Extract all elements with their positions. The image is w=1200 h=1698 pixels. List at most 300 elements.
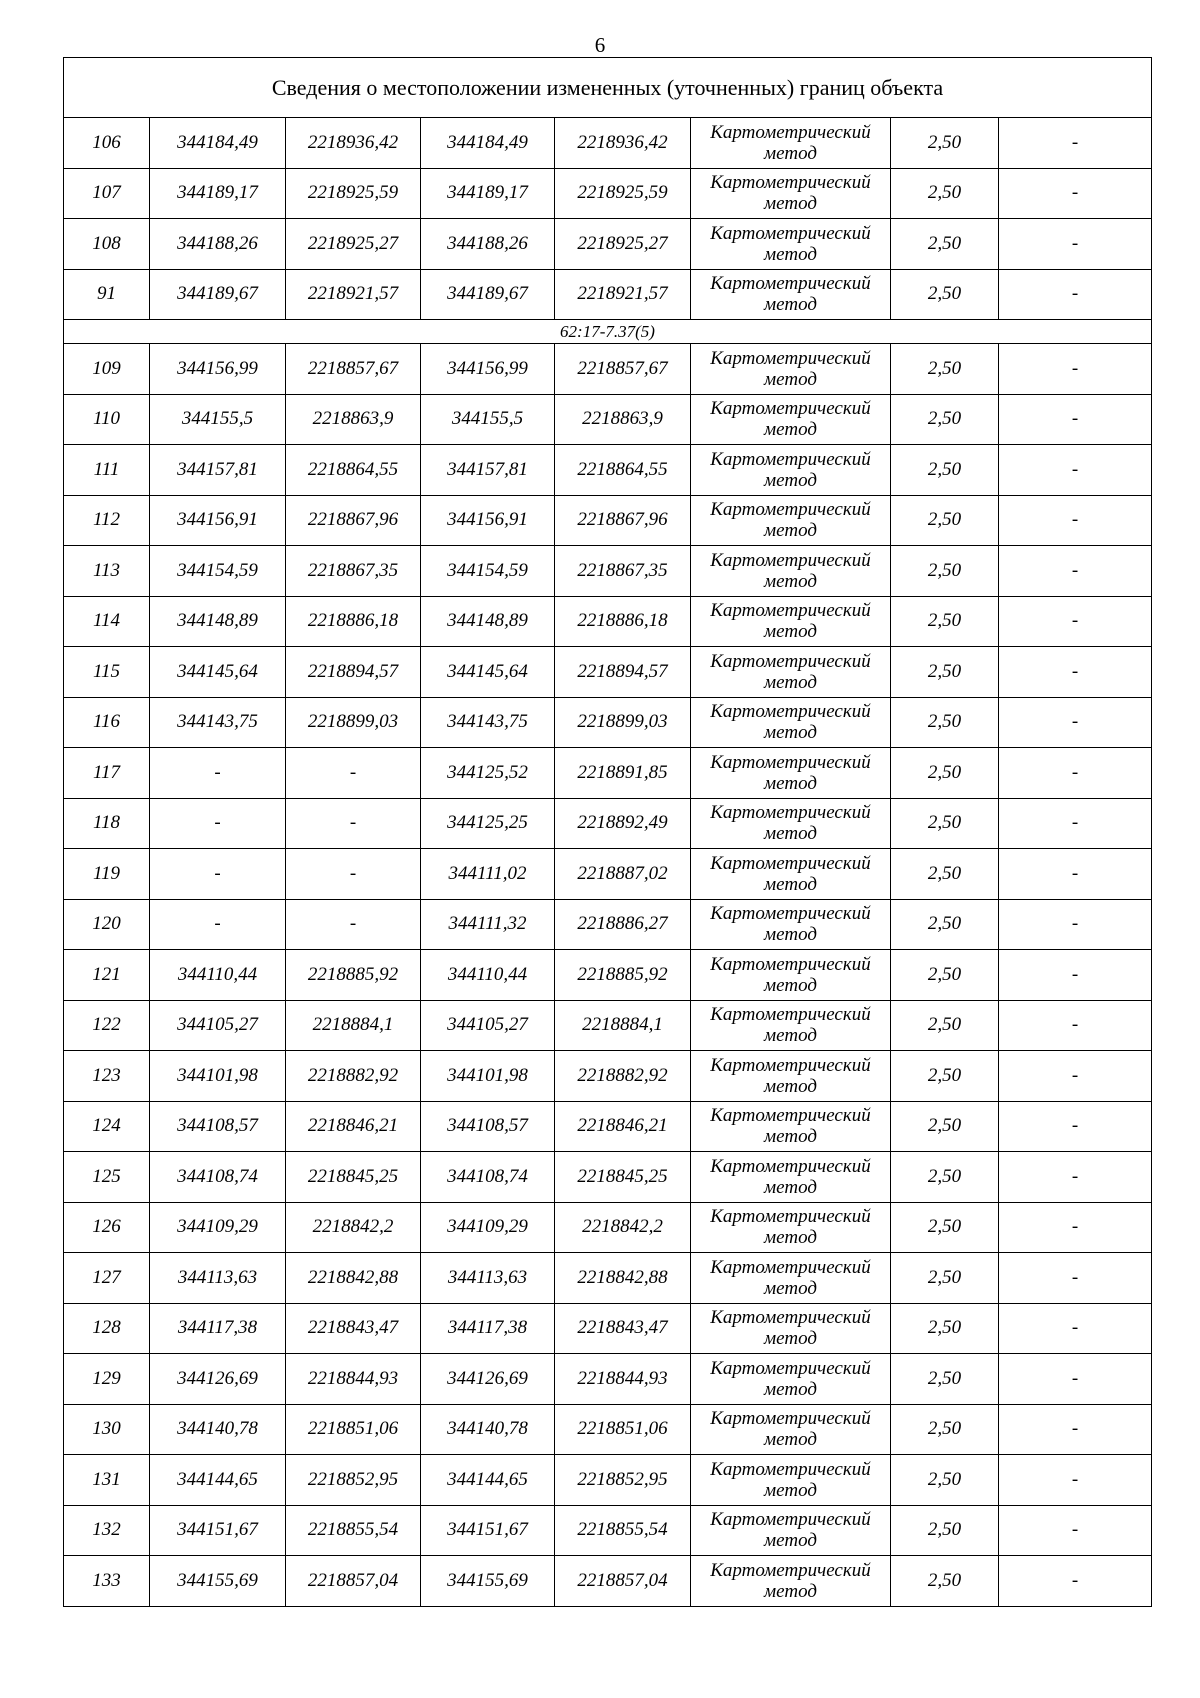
- method-cell: [691, 1556, 891, 1607]
- refined-x-cell: 344108,74: [421, 1152, 555, 1203]
- refined-y-cell: 2218857,67: [555, 344, 691, 395]
- method-cell: [691, 1051, 891, 1102]
- refined-x-cell: 344111,32: [421, 899, 555, 950]
- refined-y-cell: 2218887,02: [555, 849, 691, 900]
- method-cell: [691, 647, 891, 698]
- point-number-cell: 109: [64, 344, 150, 395]
- existing-x-cell: 344140,78: [150, 1404, 286, 1455]
- table-row: [64, 118, 1152, 169]
- refined-y-cell: 2218855,54: [555, 1505, 691, 1556]
- method-cell: [691, 1202, 891, 1253]
- refined-x-cell: 344108,57: [421, 1101, 555, 1152]
- existing-y-cell: 2218925,27: [286, 219, 421, 270]
- table-row: [64, 950, 1152, 1001]
- refined-x-cell: 344125,25: [421, 798, 555, 849]
- point-number-cell: 123: [64, 1051, 150, 1102]
- method-line2: метод: [764, 1176, 817, 1198]
- method-cell: [691, 495, 891, 546]
- refined-y-cell: 2218894,57: [555, 647, 691, 698]
- accuracy-cell: 2,50: [891, 849, 999, 900]
- accuracy-cell: 2,50: [891, 269, 999, 320]
- existing-y-cell: -: [286, 899, 421, 950]
- method-line2: метод: [764, 924, 817, 946]
- table-row: [64, 798, 1152, 849]
- refined-y-cell: 2218891,85: [555, 748, 691, 799]
- existing-y-cell: -: [286, 849, 421, 900]
- table-row: [64, 647, 1152, 698]
- description-cell: -: [999, 748, 1152, 799]
- point-number-cell: 120: [64, 899, 150, 950]
- description-cell: -: [999, 394, 1152, 445]
- refined-y-cell: 2218886,27: [555, 899, 691, 950]
- table-row: [64, 1556, 1152, 1607]
- existing-x-cell: 344154,59: [150, 546, 286, 597]
- existing-x-cell: -: [150, 748, 286, 799]
- existing-x-cell: 344126,69: [150, 1354, 286, 1405]
- point-number-cell: 111: [64, 445, 150, 496]
- refined-x-cell: 344156,99: [421, 344, 555, 395]
- method-cell: [691, 1000, 891, 1051]
- accuracy-cell: 2,50: [891, 899, 999, 950]
- refined-x-cell: 344113,63: [421, 1253, 555, 1304]
- method-cell: [691, 168, 891, 219]
- point-number-cell: 110: [64, 394, 150, 445]
- existing-x-cell: 344108,57: [150, 1101, 286, 1152]
- existing-y-cell: 2218921,57: [286, 269, 421, 320]
- refined-y-cell: 2218842,2: [555, 1202, 691, 1253]
- method-line1: Картометрический: [710, 172, 871, 194]
- method-line1: Картометрический: [710, 1559, 871, 1581]
- refined-y-cell: 2218843,47: [555, 1303, 691, 1354]
- table-row: [64, 1505, 1152, 1556]
- table-row: [64, 546, 1152, 597]
- existing-y-cell: 2218845,25: [286, 1152, 421, 1203]
- method-cell: [691, 798, 891, 849]
- description-cell: -: [999, 269, 1152, 320]
- method-cell: [691, 697, 891, 748]
- existing-y-cell: 2218936,42: [286, 118, 421, 169]
- point-number-cell: 129: [64, 1354, 150, 1405]
- method-line2: метод: [764, 142, 817, 164]
- method-line2: метод: [764, 193, 817, 215]
- accuracy-cell: 2,50: [891, 495, 999, 546]
- method-line2: метод: [764, 671, 817, 693]
- method-line1: Картометрический: [710, 953, 871, 975]
- method-line2: метод: [764, 1378, 817, 1400]
- accuracy-cell: 2,50: [891, 546, 999, 597]
- method-line1: Картометрический: [710, 1408, 871, 1430]
- table-row: [64, 1000, 1152, 1051]
- existing-x-cell: 344156,99: [150, 344, 286, 395]
- method-line2: метод: [764, 520, 817, 542]
- method-cell: [691, 1505, 891, 1556]
- method-cell: [691, 219, 891, 270]
- description-cell: -: [999, 1505, 1152, 1556]
- method-cell: [691, 1253, 891, 1304]
- refined-x-cell: 344156,91: [421, 495, 555, 546]
- existing-y-cell: 2218846,21: [286, 1101, 421, 1152]
- accuracy-cell: 2,50: [891, 950, 999, 1001]
- method-line1: Картометрический: [710, 1357, 871, 1379]
- description-cell: -: [999, 1354, 1152, 1405]
- method-line2: метод: [764, 823, 817, 845]
- description-cell: -: [999, 1556, 1152, 1607]
- refined-x-cell: 344140,78: [421, 1404, 555, 1455]
- existing-y-cell: 2218867,35: [286, 546, 421, 597]
- method-line1: Картометрический: [710, 852, 871, 874]
- refined-x-cell: 344101,98: [421, 1051, 555, 1102]
- accuracy-cell: 2,50: [891, 1202, 999, 1253]
- accuracy-cell: 2,50: [891, 697, 999, 748]
- refined-x-cell: 344110,44: [421, 950, 555, 1001]
- point-number-cell: 107: [64, 168, 150, 219]
- description-cell: -: [999, 495, 1152, 546]
- method-line2: метод: [764, 1530, 817, 1552]
- method-cell: [691, 1303, 891, 1354]
- refined-y-cell: 2218857,04: [555, 1556, 691, 1607]
- description-cell: -: [999, 445, 1152, 496]
- method-line2: метод: [764, 621, 817, 643]
- table-row: [64, 219, 1152, 270]
- point-number-cell: 106: [64, 118, 150, 169]
- refined-y-cell: 2218842,88: [555, 1253, 691, 1304]
- method-line1: Картометрический: [710, 1004, 871, 1026]
- method-line1: Картометрический: [710, 222, 871, 244]
- method-cell: [691, 269, 891, 320]
- refined-x-cell: 344125,52: [421, 748, 555, 799]
- accuracy-cell: 2,50: [891, 1152, 999, 1203]
- refined-x-cell: 344117,38: [421, 1303, 555, 1354]
- refined-y-cell: 2218885,92: [555, 950, 691, 1001]
- refined-y-cell: 2218864,55: [555, 445, 691, 496]
- refined-y-cell: 2218844,93: [555, 1354, 691, 1405]
- accuracy-cell: 2,50: [891, 798, 999, 849]
- description-cell: -: [999, 118, 1152, 169]
- table-row: [64, 1101, 1152, 1152]
- method-line2: метод: [764, 1025, 817, 1047]
- method-line2: метод: [764, 570, 817, 592]
- existing-y-cell: 2218843,47: [286, 1303, 421, 1354]
- method-line2: метод: [764, 1277, 817, 1299]
- method-line2: метод: [764, 974, 817, 996]
- method-line1: Картометрический: [710, 549, 871, 571]
- refined-x-cell: 344109,29: [421, 1202, 555, 1253]
- method-cell: [691, 1404, 891, 1455]
- refined-y-cell: 2218899,03: [555, 697, 691, 748]
- refined-y-cell: 2218925,59: [555, 168, 691, 219]
- refined-y-cell: 2218851,06: [555, 1404, 691, 1455]
- accuracy-cell: 2,50: [891, 1303, 999, 1354]
- refined-x-cell: 344189,17: [421, 168, 555, 219]
- table-row: [64, 1051, 1152, 1102]
- existing-x-cell: 344189,67: [150, 269, 286, 320]
- point-number-cell: 127: [64, 1253, 150, 1304]
- description-cell: -: [999, 647, 1152, 698]
- point-number-cell: 121: [64, 950, 150, 1001]
- existing-y-cell: 2218863,9: [286, 394, 421, 445]
- existing-y-cell: 2218899,03: [286, 697, 421, 748]
- accuracy-cell: 2,50: [891, 1051, 999, 1102]
- existing-y-cell: 2218894,57: [286, 647, 421, 698]
- existing-x-cell: -: [150, 798, 286, 849]
- method-line2: метод: [764, 1126, 817, 1148]
- point-number-cell: 128: [64, 1303, 150, 1354]
- boundary-coordinates-table: [63, 57, 1152, 1607]
- existing-x-cell: 344117,38: [150, 1303, 286, 1354]
- table-title: Сведения о местоположении измененных (уточненных) границ объекта: [64, 58, 1152, 118]
- accuracy-cell: 2,50: [891, 219, 999, 270]
- description-cell: -: [999, 1404, 1152, 1455]
- table-row: [64, 445, 1152, 496]
- point-number-cell: 91: [64, 269, 150, 320]
- method-line1: Картометрический: [710, 1307, 871, 1329]
- accuracy-cell: 2,50: [891, 647, 999, 698]
- existing-y-cell: -: [286, 748, 421, 799]
- existing-y-cell: 2218842,2: [286, 1202, 421, 1253]
- method-line1: Картометрический: [710, 448, 871, 470]
- refined-x-cell: 344145,64: [421, 647, 555, 698]
- description-cell: -: [999, 344, 1152, 395]
- refined-y-cell: 2218886,18: [555, 596, 691, 647]
- method-cell: [691, 394, 891, 445]
- description-cell: -: [999, 849, 1152, 900]
- method-cell: [691, 344, 891, 395]
- description-cell: -: [999, 1152, 1152, 1203]
- refined-x-cell: 344154,59: [421, 546, 555, 597]
- refined-y-cell: 2218884,1: [555, 1000, 691, 1051]
- point-number-cell: 115: [64, 647, 150, 698]
- method-line2: метод: [764, 469, 817, 491]
- table-row: [64, 899, 1152, 950]
- accuracy-cell: 2,50: [891, 394, 999, 445]
- description-cell: -: [999, 1253, 1152, 1304]
- existing-y-cell: 2218885,92: [286, 950, 421, 1001]
- method-cell: [691, 445, 891, 496]
- existing-y-cell: 2218852,95: [286, 1455, 421, 1506]
- method-cell: [691, 1354, 891, 1405]
- point-number-cell: 113: [64, 546, 150, 597]
- method-line1: Картометрический: [710, 1054, 871, 1076]
- method-line2: метод: [764, 243, 817, 265]
- existing-x-cell: -: [150, 899, 286, 950]
- point-number-cell: 114: [64, 596, 150, 647]
- accuracy-cell: 2,50: [891, 1253, 999, 1304]
- method-line2: метод: [764, 722, 817, 744]
- method-line1: Картометрический: [710, 1509, 871, 1531]
- page-number: 6: [594, 33, 606, 57]
- refined-y-cell: 2218846,21: [555, 1101, 691, 1152]
- existing-x-cell: 344101,98: [150, 1051, 286, 1102]
- existing-y-cell: 2218864,55: [286, 445, 421, 496]
- existing-x-cell: 344151,67: [150, 1505, 286, 1556]
- refined-y-cell: 2218925,27: [555, 219, 691, 270]
- method-line1: Картометрический: [710, 1155, 871, 1177]
- point-number-cell: 118: [64, 798, 150, 849]
- point-number-cell: 117: [64, 748, 150, 799]
- table-row: [64, 1152, 1152, 1203]
- existing-y-cell: 2218842,88: [286, 1253, 421, 1304]
- point-number-cell: 119: [64, 849, 150, 900]
- refined-x-cell: 344188,26: [421, 219, 555, 270]
- refined-x-cell: 344189,67: [421, 269, 555, 320]
- accuracy-cell: 2,50: [891, 1000, 999, 1051]
- method-line1: Картометрический: [710, 347, 871, 369]
- existing-x-cell: 344184,49: [150, 118, 286, 169]
- existing-x-cell: 344155,5: [150, 394, 286, 445]
- description-cell: -: [999, 546, 1152, 597]
- refined-y-cell: 2218867,96: [555, 495, 691, 546]
- method-line1: Картометрический: [710, 751, 871, 773]
- point-number-cell: 130: [64, 1404, 150, 1455]
- refined-x-cell: 344184,49: [421, 118, 555, 169]
- accuracy-cell: 2,50: [891, 168, 999, 219]
- refined-x-cell: 344111,02: [421, 849, 555, 900]
- method-cell: [691, 1101, 891, 1152]
- method-line1: Картометрический: [710, 499, 871, 521]
- table-row: [64, 168, 1152, 219]
- refined-x-cell: 344148,89: [421, 596, 555, 647]
- existing-x-cell: 344143,75: [150, 697, 286, 748]
- refined-x-cell: 344105,27: [421, 1000, 555, 1051]
- description-cell: -: [999, 596, 1152, 647]
- point-number-cell: 125: [64, 1152, 150, 1203]
- existing-x-cell: 344145,64: [150, 647, 286, 698]
- table-row: [64, 344, 1152, 395]
- method-line2: метод: [764, 772, 817, 794]
- accuracy-cell: 2,50: [891, 118, 999, 169]
- method-cell: [691, 1455, 891, 1506]
- existing-x-cell: 344113,63: [150, 1253, 286, 1304]
- point-number-cell: 108: [64, 219, 150, 270]
- method-line1: Картометрический: [710, 273, 871, 295]
- description-cell: -: [999, 168, 1152, 219]
- accuracy-cell: 2,50: [891, 344, 999, 395]
- existing-y-cell: 2218857,67: [286, 344, 421, 395]
- refined-x-cell: 344157,81: [421, 445, 555, 496]
- description-cell: -: [999, 1455, 1152, 1506]
- existing-x-cell: 344148,89: [150, 596, 286, 647]
- table-row: [64, 1303, 1152, 1354]
- refined-x-cell: 344155,69: [421, 1556, 555, 1607]
- point-number-cell: 133: [64, 1556, 150, 1607]
- method-line2: метод: [764, 1580, 817, 1602]
- method-line2: метод: [764, 1328, 817, 1350]
- method-cell: [691, 899, 891, 950]
- method-line1: Картометрический: [710, 802, 871, 824]
- method-line1: Картометрический: [710, 121, 871, 143]
- description-cell: -: [999, 1000, 1152, 1051]
- table-row: [64, 495, 1152, 546]
- description-cell: -: [999, 697, 1152, 748]
- existing-y-cell: 2218884,1: [286, 1000, 421, 1051]
- method-line2: метод: [764, 419, 817, 441]
- refined-y-cell: 2218845,25: [555, 1152, 691, 1203]
- table-title-row: [64, 58, 1152, 118]
- point-number-cell: 124: [64, 1101, 150, 1152]
- point-number-cell: 112: [64, 495, 150, 546]
- method-line2: метод: [764, 294, 817, 316]
- method-line2: метод: [764, 1075, 817, 1097]
- method-line2: метод: [764, 368, 817, 390]
- point-number-cell: 126: [64, 1202, 150, 1253]
- section-label: 62:17-7.37(5): [64, 320, 1152, 344]
- refined-y-cell: 2218852,95: [555, 1455, 691, 1506]
- existing-x-cell: 344155,69: [150, 1556, 286, 1607]
- existing-x-cell: 344156,91: [150, 495, 286, 546]
- table-row: [64, 1253, 1152, 1304]
- section-header-row: [64, 320, 1152, 344]
- table-row: [64, 1404, 1152, 1455]
- existing-x-cell: 344189,17: [150, 168, 286, 219]
- accuracy-cell: 2,50: [891, 748, 999, 799]
- accuracy-cell: 2,50: [891, 596, 999, 647]
- accuracy-cell: 2,50: [891, 1101, 999, 1152]
- existing-y-cell: 2218857,04: [286, 1556, 421, 1607]
- method-line1: Картометрический: [710, 650, 871, 672]
- refined-x-cell: 344155,5: [421, 394, 555, 445]
- method-line1: Картометрический: [710, 701, 871, 723]
- method-line2: метод: [764, 1227, 817, 1249]
- method-cell: [691, 748, 891, 799]
- table-row: [64, 1455, 1152, 1506]
- description-cell: -: [999, 1101, 1152, 1152]
- accuracy-cell: 2,50: [891, 1455, 999, 1506]
- refined-x-cell: 344143,75: [421, 697, 555, 748]
- point-number-cell: 131: [64, 1455, 150, 1506]
- method-line2: метод: [764, 873, 817, 895]
- existing-y-cell: -: [286, 798, 421, 849]
- table-row: [64, 748, 1152, 799]
- method-cell: [691, 1152, 891, 1203]
- table-row: [64, 1202, 1152, 1253]
- existing-y-cell: 2218886,18: [286, 596, 421, 647]
- point-number-cell: 132: [64, 1505, 150, 1556]
- table-row: [64, 596, 1152, 647]
- accuracy-cell: 2,50: [891, 445, 999, 496]
- existing-x-cell: 344110,44: [150, 950, 286, 1001]
- method-line1: Картометрический: [710, 1206, 871, 1228]
- method-cell: [691, 118, 891, 169]
- refined-y-cell: 2218936,42: [555, 118, 691, 169]
- table-row: [64, 394, 1152, 445]
- table-row: [64, 269, 1152, 320]
- table-row: [64, 1354, 1152, 1405]
- existing-x-cell: 344105,27: [150, 1000, 286, 1051]
- method-line1: Картометрический: [710, 1256, 871, 1278]
- method-cell: [691, 849, 891, 900]
- accuracy-cell: 2,50: [891, 1556, 999, 1607]
- accuracy-cell: 2,50: [891, 1354, 999, 1405]
- accuracy-cell: 2,50: [891, 1404, 999, 1455]
- point-number-cell: 116: [64, 697, 150, 748]
- description-cell: -: [999, 1303, 1152, 1354]
- description-cell: -: [999, 798, 1152, 849]
- existing-y-cell: 2218867,96: [286, 495, 421, 546]
- existing-y-cell: 2218855,54: [286, 1505, 421, 1556]
- description-cell: -: [999, 899, 1152, 950]
- refined-y-cell: 2218867,35: [555, 546, 691, 597]
- existing-y-cell: 2218882,92: [286, 1051, 421, 1102]
- description-cell: -: [999, 219, 1152, 270]
- existing-x-cell: -: [150, 849, 286, 900]
- method-cell: [691, 950, 891, 1001]
- method-line1: Картометрический: [710, 1458, 871, 1480]
- existing-y-cell: 2218851,06: [286, 1404, 421, 1455]
- description-cell: -: [999, 1202, 1152, 1253]
- refined-x-cell: 344151,67: [421, 1505, 555, 1556]
- existing-x-cell: 344109,29: [150, 1202, 286, 1253]
- description-cell: -: [999, 1051, 1152, 1102]
